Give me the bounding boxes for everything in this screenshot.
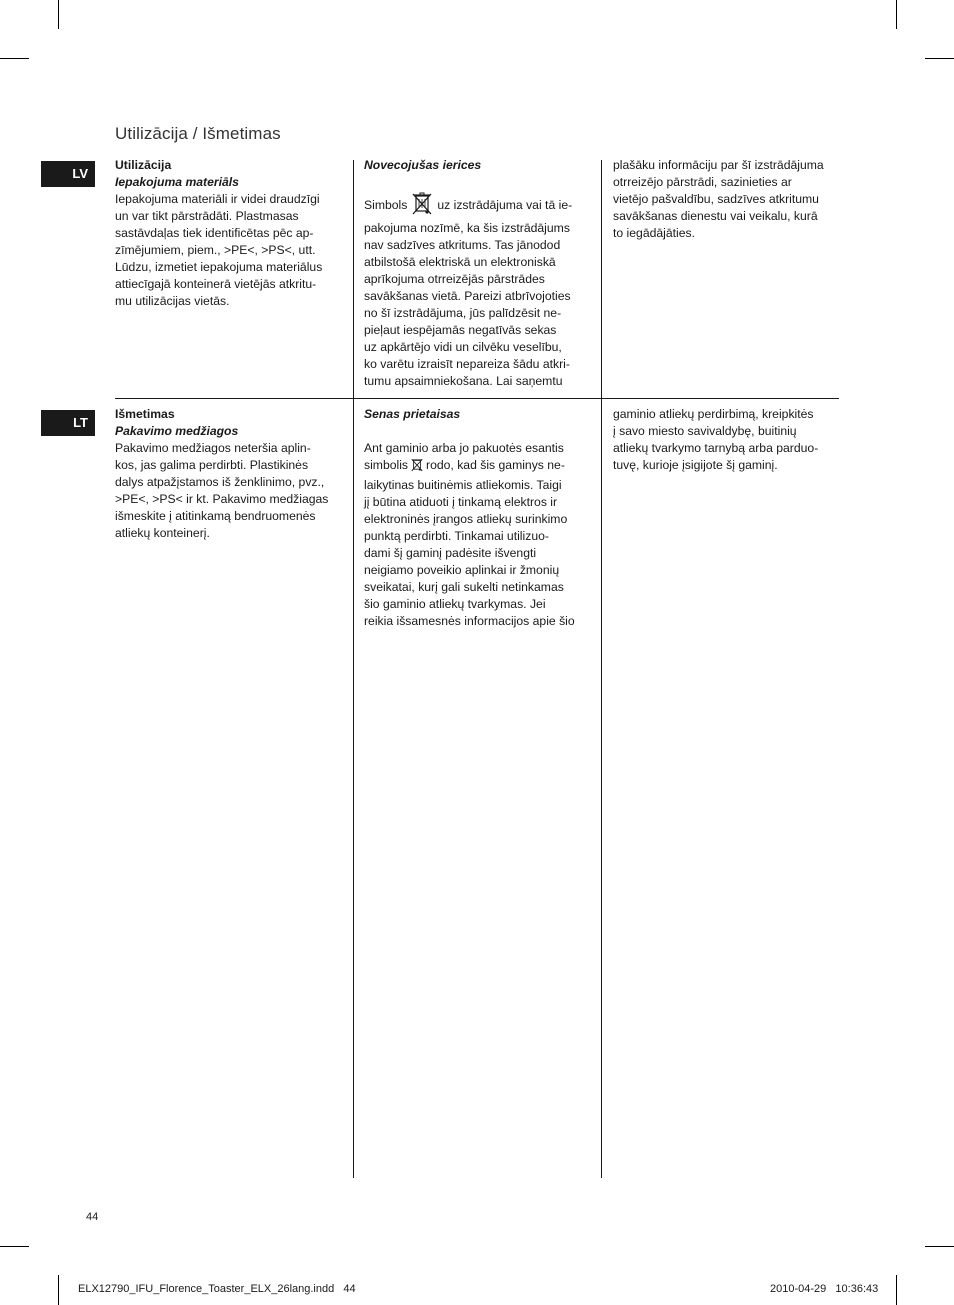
lt-column-2 [364, 406, 596, 630]
crop-mark [0, 1246, 29, 1247]
print-slug-date: 2010-04-29 10:36:43 [770, 1283, 879, 1295]
crop-mark [58, 0, 59, 29]
body-text: plašāku informāciju par šī izstrādājuma otrreizējo pārstrādi, sazinieties ar vietējo pašvaldību, sadzīves atkritumu savākšanas dienestu vai veikalu, kurā to iegādājāties. [613, 158, 824, 240]
crop-mark [925, 58, 954, 59]
section-heading: Novecojušas ierices [364, 158, 482, 172]
column-divider [601, 160, 602, 1178]
lv-column-2 [364, 157, 596, 390]
crop-mark [925, 1246, 954, 1247]
section-heading: Utilizācija [115, 158, 172, 172]
crossed-out-wheelie-bin-icon [410, 191, 434, 220]
crop-mark [896, 0, 897, 29]
body-text: simbolis [364, 458, 409, 472]
lt-column-1 [115, 406, 345, 542]
lt-column-3 [613, 406, 845, 474]
section-divider [115, 398, 839, 399]
crossed-out-wheelie-bin-icon [410, 457, 424, 477]
column-divider [353, 160, 354, 1178]
body-text: rodo, kad šis gaminys ne- [426, 458, 565, 472]
page-title: Utilizācija / Išmetimas [115, 124, 281, 143]
crop-mark [58, 1275, 59, 1305]
page-number: 44 [86, 1211, 99, 1223]
lv-column-3 [613, 157, 845, 242]
language-tab-lt: LT [41, 410, 95, 436]
section-heading: Senas prietaisas [364, 407, 461, 421]
body-text: laikytinas buitinėmis atliekomis. Taigi jį būtina atiduoti į tinkamą elektros ir elektroninės įrangos atliekų surinkimo punktą perdirbti. Tinkamai utilizuo- dami šį gaminį padėsite išvengti neigiamo poveikio aplinkai ir žmonių sveikatai, kurį gali sukelti netinkamas šio gaminio atliekų tvarkymas. Jei reikia išsamesnės informacijos apie šio [364, 478, 575, 628]
crop-mark [896, 1275, 897, 1305]
body-text: Simbols [364, 198, 408, 212]
crop-mark [0, 58, 29, 59]
body-text: gaminio atliekų perdirbimą, kreipkitės į savo miesto savivaldybę, buitinių atliekų tvarkymo tarnybą arba parduo- tuvę, kurioje įsigijote šį gaminį. [613, 407, 819, 472]
section-heading: Išmetimas [115, 407, 175, 421]
body-text: Iepakojuma materiāli ir videi draudzīgi un var tikt pārstrādāti. Plastmasas sastāvdaļas tiek identificētas pēc ap- zīmējumiem, piem., >PE<, >PS<, utt. Lūdzu, izmetiet iepakojuma materiālus attiecīgajā konteinerā vietējās atkritu- mu utilizācijas vietās. [115, 192, 323, 308]
body-text: pakojuma nozīmē, ka šis izstrādājums nav sadzīves atkritums. Tas jānodod atbilstošā elektriskā un elektroniskā aprīkojuma otrreizējās pārstrādes savākšanas vietā. Pareizi atbrīvojoties no šī izstrādājuma, jūs palīdzēsit ne- pieļaut iespējamās negatīvās sekas uz apkārtējo vidi un cilvēku veselību, ko varētu izraisīt nepareiza šādu atkri- tumu apsaimniekošana. Lai saņemtu [364, 221, 571, 388]
body-text: uz izstrādājuma vai tā ie- [437, 198, 573, 212]
body-text: Pakavimo medžiagos neteršia aplin- kos, jas galima perdirbti. Plastikinės dalys atpažįstamos iš ženklinimo, pvz., >PE<, >PS< ir kt. Pakavimo medžiagas išmeskite į atitinkamą bendruomenės atliekų konteinerį. [115, 441, 329, 540]
language-tab-lv: LV [41, 161, 95, 187]
lv-column-1 [115, 157, 345, 310]
section-subheading: Iepakojuma materiāls [115, 175, 239, 189]
section-subheading: Pakavimo medžiagos [115, 424, 239, 438]
body-text: Ant gaminio arba jo pakuotės esantis [364, 441, 564, 455]
print-slug-file: ELX12790_IFU_Florence_Toaster_ELX_26lang.indd 44 [78, 1283, 356, 1295]
